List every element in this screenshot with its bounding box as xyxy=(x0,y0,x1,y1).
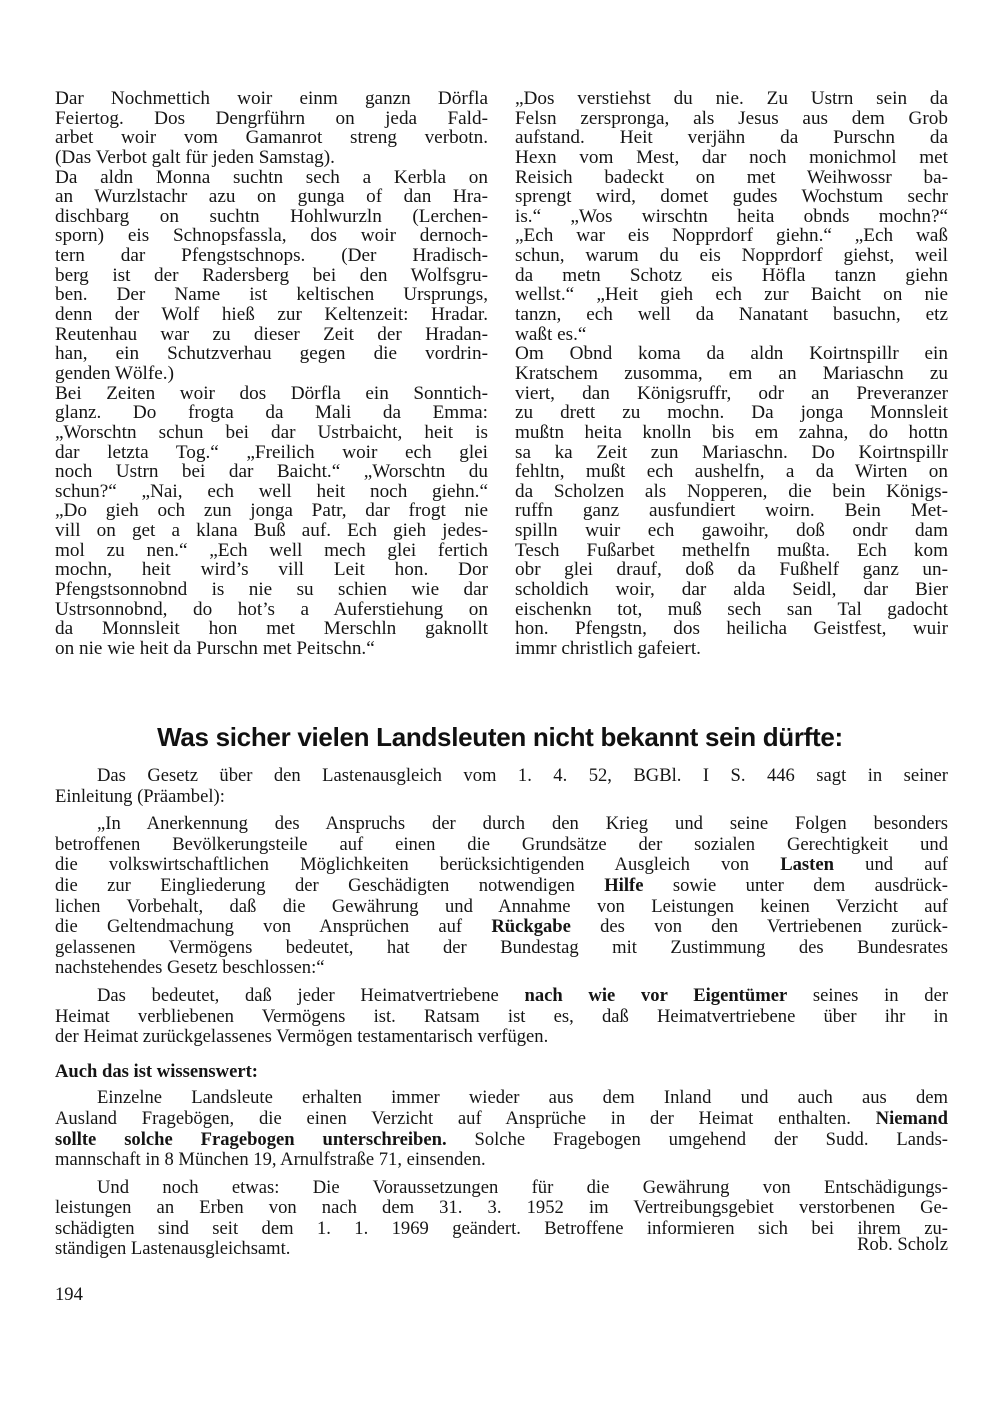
text-run: des von den Vertriebenen zurück- xyxy=(570,916,948,938)
paragraph xyxy=(55,814,948,979)
text-line: Bei Zeiten woir dos Dörfla ein Sonntich- xyxy=(55,382,488,404)
text-run: Einzelne Landsleute erhalten immer wieder aus dem Inland und auch aus dem xyxy=(97,1087,948,1109)
text-run: die zur Eingliederung der Geschädigten notwendigen xyxy=(55,874,605,896)
text-line: Dar Nochmettich woir einm ganzn Dörfla xyxy=(55,88,488,109)
text-line: Om Obnd koma da aldn Koirtnspillr ein xyxy=(515,343,948,365)
page-number: 194 xyxy=(55,1284,83,1305)
text-run: „In Anerkennung des Anspruchs der durch den Krieg und seine Folgen besonders xyxy=(97,813,948,835)
text-line: Tesch Fußarbet methelfn mußta. Ech kom xyxy=(515,539,948,561)
text-line: obr glei drauf, doß da Fußhelf ganz un- xyxy=(515,559,948,581)
text-line xyxy=(55,855,948,876)
text-line xyxy=(55,986,948,1007)
text-line: glanz. Do frogta da Mali da Emma: xyxy=(55,402,488,424)
text-run: Das bedeutet, daß jeder Heimatvertriebene xyxy=(97,984,525,1006)
text-line xyxy=(55,1178,948,1199)
text-line: „Dos verstiehst du nie. Zu Ustrn sein da xyxy=(515,88,948,109)
text-line: „Ech war eis Nopprdorf giehn.“ „Ech waß xyxy=(515,225,948,247)
text-line xyxy=(55,787,948,808)
text-line: (Das Verbot galt für jeden Samstag). xyxy=(55,146,335,168)
text-line: sa ka Zeit zun Mariaschn. Do Koirtnspillr xyxy=(515,441,948,463)
text-line: dischbarg on suchtn Hohlwurzln (Lerchen- xyxy=(55,205,488,227)
text-line: Pfengstsonnobnd is nie su schien wie dar xyxy=(55,579,488,601)
text-run: gelassenen Vermögens bedeutet, hat der Bundestag mit Zustimmung des Bundesrates xyxy=(55,936,948,958)
text-line: noch Ustrn bei dar Baicht.“ „Worschtn du xyxy=(55,461,488,483)
text-line: zu drett zu mochn. Da jonga Monnsleit xyxy=(515,402,948,424)
subheading: Auch das ist wissenswert: xyxy=(55,1060,258,1082)
text-run: Das Gesetz über den Lastenausgleich vom 1. 4. 52, BGBl. I S. 446 sagt in seiner xyxy=(97,765,948,786)
lower-section xyxy=(55,766,948,1267)
paragraph xyxy=(55,1178,948,1260)
text-line: viert, dan Königsruffr, odr an Preveranzer xyxy=(515,382,948,404)
text-line: ruffn ganz ausfundiert woirn. Bein Met- xyxy=(515,500,948,522)
text-line: wellst.“ „Heit gieh ech zur Baicht on nie xyxy=(515,284,948,306)
text-line: dar letzta Tog.“ „Freilich woir ech glei xyxy=(55,441,488,463)
bold-text: sollte solche Fragebogen unterschreiben. xyxy=(55,1128,447,1150)
text-run: der Heimat zurückgelassenes Vermögen testamentarisch verfügen. xyxy=(55,1026,549,1048)
text-line xyxy=(55,1130,948,1151)
text-line: Felsn zerspronga, als Jesus aus dem Grob xyxy=(515,107,948,129)
section-headline: Was sicher vielen Landsleuten nicht bekannt sein dürfte: xyxy=(157,722,843,752)
text-line: mol zu nen.“ „Ech well mech glei fertich xyxy=(55,539,488,561)
text-line: „Do gieh och zun jonga Patr, dar frogt nie xyxy=(55,500,488,522)
text-line: tanzn, ech well da Nanatant basuchn, etz xyxy=(515,304,948,326)
text-line xyxy=(55,917,948,938)
text-line: mochn, heit wird’s vill Leit hon. Dor xyxy=(55,559,488,581)
text-run: betroffenen Bevölkerungsteile auf einen die Grundsätze der sozialen Gerechtigkeit und xyxy=(55,833,948,855)
text-line xyxy=(55,1150,948,1171)
text-run: ständigen Lastenausgleichsamt. xyxy=(55,1238,291,1260)
text-line: fehltn, mußt ech aushelfn, a da Wirten on xyxy=(515,461,948,483)
text-line: Hexn vom Mest, dar noch monichmol met xyxy=(515,146,948,168)
text-line: da metn Schotz eis Höfla tanzn giehn xyxy=(515,264,948,286)
text-line xyxy=(55,958,948,979)
text-run: Solche Fragebogen umgehend der Sudd. Lands- xyxy=(446,1128,948,1150)
wissenswert-section xyxy=(55,1088,948,1260)
text-line: Reisich badeckt on met Weihwossr ba- xyxy=(515,166,948,188)
text-line: ben. Der Name ist keltischen Ursprungs, xyxy=(55,284,488,306)
text-run: sowie unter dem ausdrück- xyxy=(643,874,948,896)
law-preamble-section xyxy=(55,766,948,1048)
text-run: die volkswirtschaftlichen Möglichkeiten berücksichtigenden Ausgleich von xyxy=(55,854,781,876)
text-run: Einleitung (Präambel): xyxy=(55,785,225,807)
text-run: Ausland Fragebögen, die einen Verzicht auf Ansprüche in der Heimat enthalten. xyxy=(55,1107,876,1129)
author-signature: Rob. Scholz xyxy=(857,1234,948,1256)
text-line xyxy=(55,876,948,897)
text-line: arbet woir vom Gamanrot streng verbotn. xyxy=(55,127,488,149)
text-line xyxy=(55,897,948,918)
text-line xyxy=(55,814,948,835)
text-line: schun, warum du eis Nopprdorf giehst, weil xyxy=(515,245,948,267)
bold-text: Rückgabe xyxy=(491,916,571,938)
text-line xyxy=(55,1234,948,1260)
paragraph xyxy=(55,986,948,1048)
bold-text: nach wie vor Eigentümer xyxy=(524,984,788,1006)
text-line: „Worschtn schun bei dar Ustrbaicht, heit is xyxy=(55,421,488,443)
text-line xyxy=(55,766,948,787)
text-line: mußtn heita knolln bis em zahna, do hottn xyxy=(515,421,948,443)
text-line: sporn) eis Schnopsfassla, dos woir dernoch- xyxy=(55,225,488,247)
text-line: han, ein Schutzverhau gegen die vordrin- xyxy=(55,343,488,365)
text-run: leistungen an Erben von nach dem 31. 3. 1952 im Vertreibungsgebiet verstorbenen Ge- xyxy=(55,1197,948,1219)
text-line: denn der Wolf hieß zur Keltenzeit: Hradar. xyxy=(55,304,488,326)
text-line: genden Wölfe.) xyxy=(55,362,174,384)
text-line: is.“ „Wos wirschtn heita obnds mochn?“ xyxy=(515,205,948,227)
text-line: berg ist der Radersberg bei den Wolfsgru- xyxy=(55,264,488,286)
text-run: mannschaft in 8 München 19, Arnulfstraße 71, einsenden. xyxy=(55,1149,486,1171)
text-run: Und noch etwas: Die Voraussetzungen für die Gewährung von Entschädigungs- xyxy=(97,1176,948,1198)
paragraph xyxy=(55,1088,948,1170)
text-line: da Scholzen als Nopperen, die bein Königs- xyxy=(515,480,948,502)
text-run: die Geltendmachung von Ansprüchen auf xyxy=(55,916,492,938)
text-line: Feiertog. Dos Dengrführn on jeda Fald- xyxy=(55,107,488,129)
text-line: Da aldn Monna suchtn sech a Kerbla on xyxy=(55,166,488,188)
text-line: vill on get a klana Buß auf. Ech gieh jedes- xyxy=(55,520,488,542)
text-line xyxy=(55,1027,948,1048)
text-line: tern dar Pfengstschnops. (Der Hradisch- xyxy=(55,245,488,267)
text-line xyxy=(55,1007,948,1028)
text-run: und auf xyxy=(833,854,948,876)
text-run: lichen Vorbehalt, daß die Gewährung und Annahme von Leistungen keinen Verzicht auf xyxy=(55,895,948,917)
text-line: hon. Pfengstn, dos heilicha Geistfest, wuir xyxy=(515,618,948,640)
text-run: Heimat verbliebenen Vermögens ist. Ratsam ist es, daß Heimatvertriebene über ihr in xyxy=(55,1005,948,1027)
text-line: waßt es.“ xyxy=(515,323,587,345)
text-line: spilln wuir ech gawoihr, doß ondr dam xyxy=(515,520,948,542)
text-run: seines in der xyxy=(787,984,949,1006)
text-line xyxy=(55,1219,948,1240)
text-line xyxy=(55,835,948,856)
text-line: immr christlich gafeiert. xyxy=(515,637,701,659)
text-line: Kratschem zusomma, em an Mariaschn zu xyxy=(515,362,948,384)
text-line: scholdich woir, dar alda Seidl, dar Bier xyxy=(515,579,948,601)
text-line xyxy=(55,1088,948,1109)
paragraph xyxy=(55,766,948,807)
text-line: Ustrsonnobnd, do hot’s a Auferstiehung on xyxy=(55,598,488,620)
text-run: schädigten sind seit dem 1. 1. 1969 geändert. Betroffene informieren sich bei ihrem zu- xyxy=(55,1217,948,1239)
text-line: eischenkn tot, muß sech san Tal gadocht xyxy=(515,598,948,620)
text-line xyxy=(55,1198,948,1219)
text-line: da Monnsleit hon met Merschln gaknollt xyxy=(55,618,488,640)
text-line: aufstand. Heit verjähn da Purschn da xyxy=(515,127,948,149)
left-column xyxy=(55,89,488,659)
text-line: Reutenhau war zu dieser Zeit der Hradan- xyxy=(55,323,488,345)
text-line xyxy=(55,1109,948,1130)
text-line: an Wurzlstachr azu on gunga of dan Hra- xyxy=(55,186,488,208)
bold-text: Lasten xyxy=(780,854,834,876)
right-column xyxy=(515,89,948,659)
text-line: sprengt wird, domet gudes Wochstum sechr xyxy=(515,186,948,208)
text-run: nachstehendes Gesetz beschlossen:“ xyxy=(55,957,325,979)
bold-text: Niemand xyxy=(875,1107,948,1129)
text-line xyxy=(55,938,948,959)
text-line: schun?“ „Nai, ech well heit noch giehn.“ xyxy=(55,480,488,502)
bold-text: Hilfe xyxy=(604,874,644,896)
text-line: on nie wie heit da Purschn met Peitschn.“ xyxy=(55,637,375,659)
